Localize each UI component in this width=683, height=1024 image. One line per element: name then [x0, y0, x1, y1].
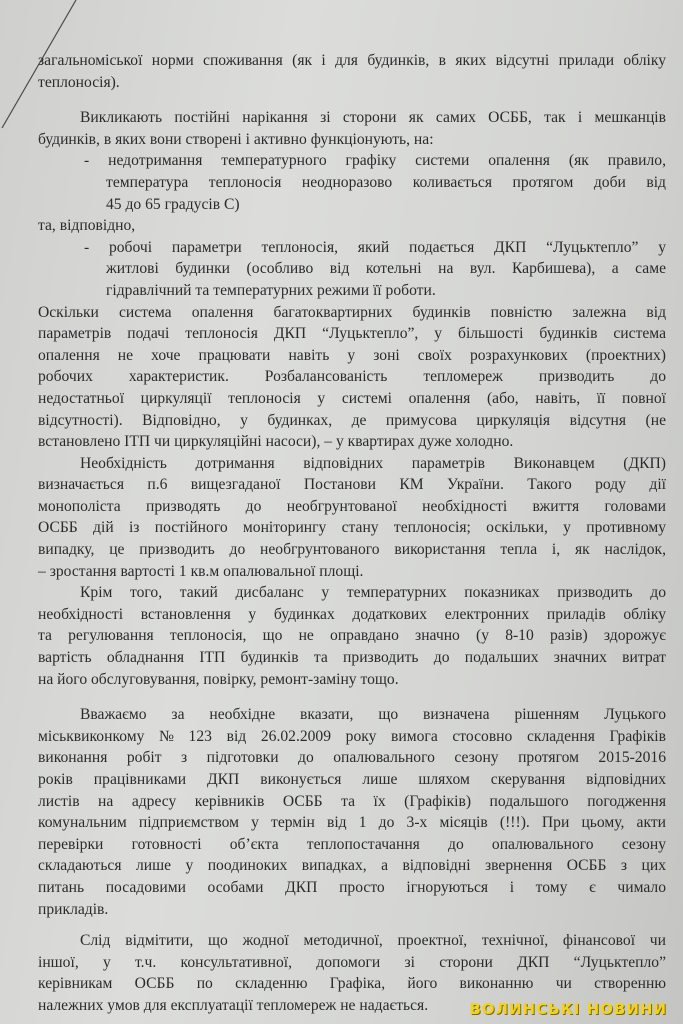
text-line: міськвиконкому № 123 від 26.02.2009 року вимога стосовно складення Графіків: [38, 727, 666, 745]
text-line: 45 до 65 градусів С): [106, 195, 240, 213]
text-line: питань посадовими особами ДКП просто ігноруються і тому є чимало: [38, 878, 666, 896]
paragraph-norms: [38, 50, 666, 93]
text-line: визначається п.6 вищезгаданої Постанови КМ України. Такого роду дії: [38, 476, 666, 494]
text-line: листів на адресу керівників ОСББ та їх (Графіків) подальшого погодження: [38, 792, 666, 810]
text-line: параметрів подачі теплоносія ДКП “Луцьктепло”, у більшості будинків система: [38, 325, 666, 343]
text-line: робочих характеристик. Розбалансованість тепломереж призводить до: [38, 368, 666, 386]
text-line: ОСББ дій із постійного моніторингу стану теплоносія; оскільки, у противному: [38, 519, 666, 537]
text-line: Крім того, такий дисбаланс у температурних показниках призводить до: [80, 584, 666, 602]
text-line: відсутності). Відповідно, у будинках, де примусова циркуляція відсутня (не: [38, 411, 666, 429]
text-line: загальноміської норми споживання (як і для будинків, в яких відсутні прилади обліку: [38, 52, 666, 69]
text-line: встановлено ІТП чи циркуляційні насоси), – у квартирах дуже холодно.: [38, 433, 514, 451]
text-line: недостатньої циркуляції теплоносія у системі опалення (або, навіть, її повної: [38, 389, 666, 407]
text-line: складаються лише у поодиноких випадках, а відповідні звернення ОСББ з цих: [38, 857, 666, 875]
paragraph-complaints: [38, 107, 666, 150]
text-line: років працівниками ДКП виконується лише шляхом скерування відповідних: [38, 771, 666, 788]
text-line: на його обслуговування, повірку, ремонт-заміну тощо.: [38, 670, 399, 688]
text-line: іншої, у т.ч. консультативної, допомоги зі сторони ДКП “Луцьктепло”: [38, 953, 666, 971]
paragraph-parameters-compliance: [38, 453, 666, 583]
bullet-operating-parameters: [38, 237, 666, 302]
text-line: гідравлічний та температурних режими її роботи.: [106, 281, 436, 299]
text-line: Необхідність дотримання відповідних параметрів Виконавцем (ДКП): [80, 454, 666, 472]
text-line: належних умов для експлуатації тепломереж не надається.: [38, 996, 429, 1014]
text-line: необхідності встановлення у будинках додаткових електронних приладів обліку: [38, 605, 666, 623]
text-line: монополіста призводять до необгрунтованої необхідності вжиття головами: [38, 497, 666, 515]
paragraph-imbalance: [38, 582, 666, 690]
paragraph-schedules: [38, 704, 666, 920]
paragraph-heating-system: [38, 302, 666, 453]
text-line: – зростання вартості 1 кв.м опалювальної площі.: [38, 562, 364, 580]
watermark-logo: ВОЛИНСЬКІ НОВИНИ: [469, 1000, 667, 1018]
text-line: теплоносія).: [38, 73, 120, 91]
text-line: та регулювання теплоносія, що не оправдано значно (у 8-10 разів) здорожує: [38, 627, 666, 645]
text-line: температура теплоносія неодноразово коливається протягом доби від: [106, 173, 666, 191]
text-line: опалення не хоче працювати навіть у зоні своїх розрахункових (проектних): [38, 346, 666, 364]
text-line: та, відповідно,: [38, 217, 136, 235]
text-line: перевірки готовності об’єкта теплопостачання до опалювального сезону: [38, 835, 666, 853]
text-line: Викликають постійні нарікання зі сторони як самих ОСББ, так і мешканців: [80, 109, 666, 127]
text-line: прикладів.: [38, 900, 109, 918]
text-line: Слід відмітити, що жодної методичної, проектної, технічної, фінансової чи: [80, 932, 666, 950]
text-line: Вважаємо за необхідне вказати, що визначена рішенням Луцького: [80, 706, 666, 724]
text-line: вартість обладнання ІТП будинків та призводить до подальших значних витрат: [38, 649, 666, 667]
text-line: Оскільки система опалення багатоквартирних будинків повністю залежна від: [38, 303, 666, 321]
document-body: [38, 50, 666, 1017]
text-line: випадку, це призводить до необгрунтованого використання тепла і, як наслідок,: [38, 541, 666, 559]
text-line: - робочі параметри теплоносія, який подається ДКП “Луцьктепло” у: [84, 238, 666, 256]
text-line: комунальним підприємством у термін від 1 до 3-х місяців (!!!). При цьому, акти: [38, 814, 666, 832]
text-line: житлові будинки (особливо від котельні на вул. Карбишева), а саме: [106, 260, 666, 278]
bullet-temperature-schedule: [38, 150, 666, 215]
text-line: - недотримання температурного графіку системи опалення (як правило,: [84, 152, 666, 170]
text-line: керівникам ОСББ по складенню Графіка, його виконанню чи створенню: [38, 975, 666, 993]
text-line: виконання робіт з підготовки до опалювального сезону протягом 2015-2016: [38, 749, 666, 767]
connector-text: [38, 215, 666, 237]
text-line: будинків, в яких вони створені і активно функціонують, на:: [38, 130, 434, 148]
